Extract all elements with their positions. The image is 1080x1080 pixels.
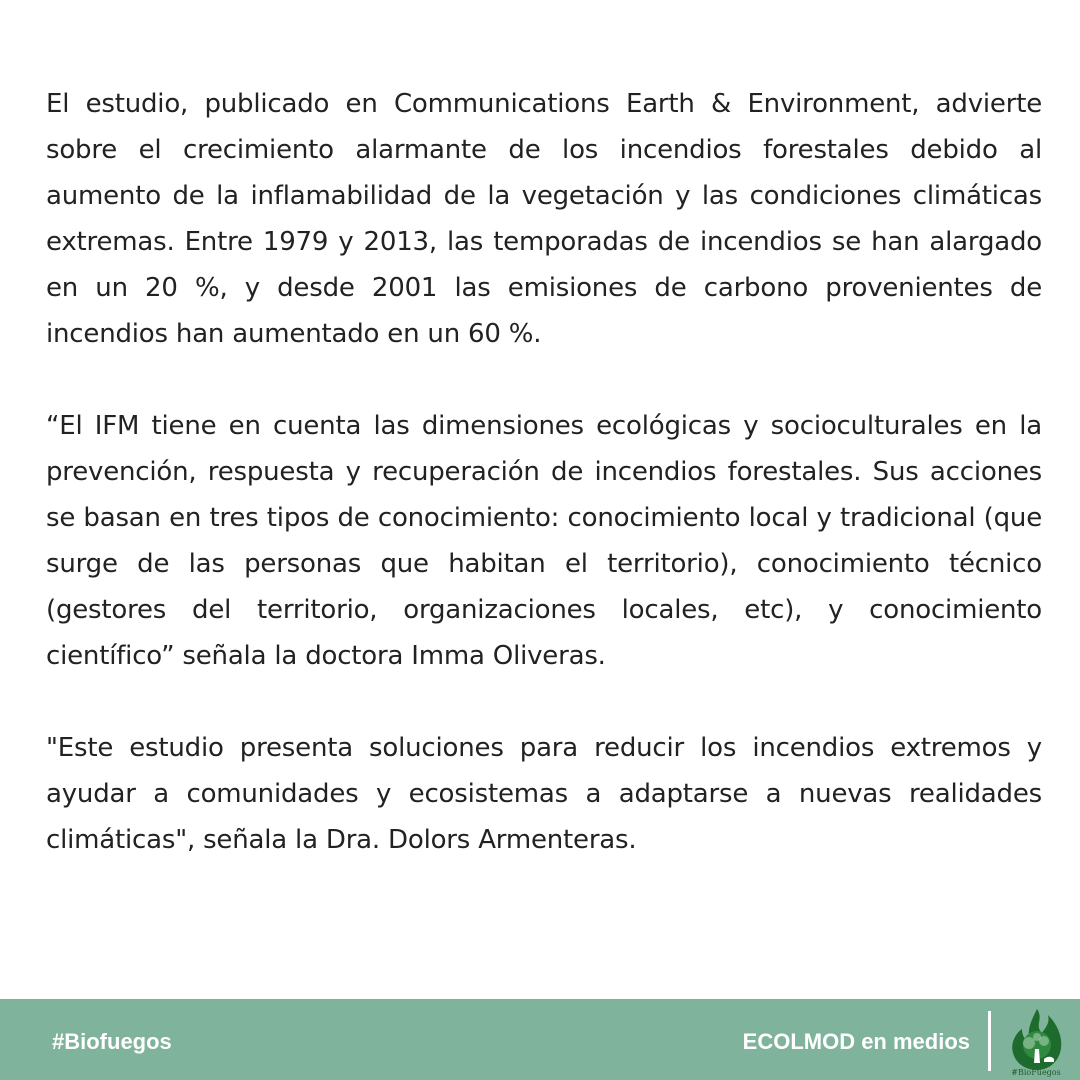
article-body <box>46 81 1042 909</box>
brand-label: ECOLMOD en medios <box>742 1029 970 1054</box>
hashtag-label: #Biofuegos <box>52 1029 172 1054</box>
paragraph-oliveras-quote: “El IFM tiene en cuenta las dimensiones ecológicas y socioculturales en la prevención, respuesta y recuperación de incendios forestales. Sus acciones se basan en tres tipos de conocimiento: conocimiento local y tradicional (que surge de las personas que habitan el territorio), conocimiento técnico (gestores del territorio, organizaciones locales, etc), y conocimiento científico” señala la doctora Imma Oliveras. <box>46 411 1042 671</box>
footer-band <box>0 999 1080 1080</box>
footer-divider <box>988 1011 991 1071</box>
logo-caption: #BioFuegos <box>1011 1068 1061 1077</box>
paragraph-study-summary: El estudio, publicado en Communications Earth & Environment, advierte sobre el crecimiento alarmante de los incendios forestales debido al aumento de la inflamabilidad de la vegetación y las condiciones climáticas extremas. Entre 1979 y 2013, las temporadas de incendios se han alargado en un 20 %, y desde 2001 las emisiones de carbono provenientes de incendios han aumentado en un 60 %. <box>46 89 1042 349</box>
paragraph-armenteras-quote: "Este estudio presenta soluciones para reducir los incendios extremos y ayudar a comunidades y ecosistemas a adaptarse a nuevas realidades climáticas", señala la Dra. Dolors Armenteras. <box>46 733 1042 855</box>
biofuegos-logo-icon <box>1004 1007 1070 1077</box>
